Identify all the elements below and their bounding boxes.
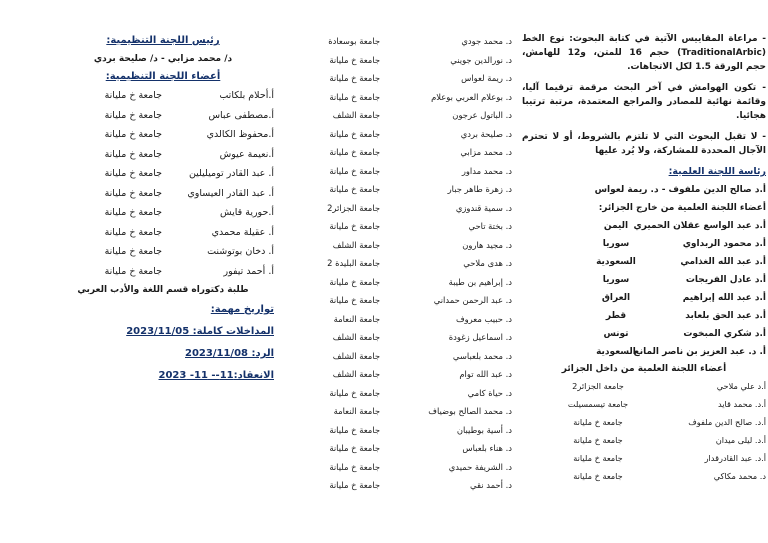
member-affiliation: جامعة بوسعادة — [328, 36, 380, 46]
member-name: د. الباتول عرجون — [452, 110, 512, 120]
member-affiliation: جامعة خ مليانة — [329, 221, 380, 231]
member-affiliation: جامعة تيسمسيلت — [567, 399, 629, 409]
member-row — [284, 199, 512, 218]
member-name: أ.حورية قايش — [220, 207, 274, 218]
member-affiliation: جامعة خ مليانة — [329, 276, 380, 287]
member-name: أ. عقيلة محمدي — [211, 226, 274, 238]
member-row — [284, 236, 512, 255]
member-row — [284, 365, 512, 384]
member-affiliation: جامعة الشلف — [332, 369, 380, 379]
organizing-chairs: د/ محمد مزابي - د/ صليحة بردي — [93, 54, 233, 64]
member-name: أ.أحلام بلكاتب — [219, 90, 274, 101]
organizing-members-list — [52, 86, 274, 281]
member-name: د. أحمد نقي — [469, 480, 512, 490]
member-country: سوريا — [602, 275, 630, 285]
date-conference: الانعقاد:11-- 11- 2023 — [158, 370, 274, 381]
member-affiliation: جامعة خ مليانة — [329, 184, 380, 194]
inside-member-row — [522, 431, 766, 449]
member-row — [284, 421, 512, 440]
member-row — [284, 162, 512, 181]
member-row — [284, 51, 512, 70]
member-name: أ.د. محمد قايد — [717, 399, 766, 409]
member-affiliation: جامعة خ مليانة — [104, 90, 162, 101]
member-affiliation: جامعة خ مليانة — [329, 147, 380, 157]
member-affiliation: جامعة خ مليانة — [329, 128, 380, 139]
member-affiliation: جامعة خ مليانة — [329, 295, 380, 305]
member-affiliation: جامعة الجزائر2 — [327, 202, 380, 213]
member-affiliation: جامعة خ مليانة — [329, 91, 380, 102]
member-affiliation: جامعة خ مليانة — [104, 265, 162, 277]
organizing-member-row — [52, 106, 274, 126]
outside-member-row — [522, 271, 766, 289]
member-name: د. أسية بوطيبان — [456, 424, 512, 435]
member-name: د. الشريفة حميدي — [448, 461, 512, 472]
inside-member-row — [522, 467, 766, 485]
conditions-column — [522, 32, 766, 485]
member-name: أ.د. ليلى ميدان — [715, 435, 766, 445]
member-name: د. اسماعيل زغودة — [448, 332, 512, 342]
member-country: اليمن — [603, 221, 629, 231]
organizing-member-row — [52, 145, 274, 165]
member-country: السعودية — [596, 257, 636, 267]
member-name: د. محمد مداور — [461, 165, 512, 176]
member-name: د. بوعلام العربي بوعلام — [431, 91, 512, 102]
member-name: أ.د شكري المبخوت — [683, 329, 766, 339]
member-row — [284, 439, 512, 458]
member-name: أ.د. صالح الدين ملفوف — [688, 417, 766, 427]
member-name: أ.نعيمة عيوش — [219, 148, 274, 160]
member-name: د. مجيد هارون — [462, 239, 512, 250]
member-name: د. زهرة طاهر جبار — [447, 184, 512, 194]
member-affiliation: جامعة خ مليانة — [104, 109, 162, 121]
member-affiliation: جامعة خ مليانة — [104, 207, 162, 218]
inside-member-row — [522, 449, 766, 467]
member-name: د. محمد جودي — [461, 36, 512, 46]
member-row — [284, 88, 512, 107]
member-name: أ.د عبد الواسع عقلان الحميري — [633, 221, 766, 231]
member-row — [284, 328, 512, 347]
member-row — [284, 254, 512, 273]
member-row — [284, 273, 512, 292]
member-name: أ.محفوظ الكالدي — [206, 129, 274, 140]
member-country: السعودية — [596, 347, 636, 357]
member-name: أ. أحمد تيفور — [223, 265, 274, 277]
member-country: قطر — [605, 311, 627, 321]
member-row — [284, 106, 512, 125]
member-name: د. حبيب معروف — [455, 313, 512, 324]
member-name: أ.د عبد الله إبراهيم — [682, 293, 766, 303]
inside-member-row — [522, 377, 766, 395]
member-row — [284, 347, 512, 366]
member-name: د. بختة تاحي — [468, 221, 512, 231]
member-affiliation: جامعة الشلف — [332, 110, 380, 120]
member-affiliation: جامعة خ مليانة — [329, 480, 380, 490]
member-affiliation: جامعة خ مليانة — [573, 417, 623, 427]
doctoral-students-note: طلبة دكتوراه قسم اللغة والأدب العربي — [77, 285, 249, 295]
member-row — [284, 310, 512, 329]
member-name: أ.د علي ملاحي — [716, 381, 766, 391]
member-name: د. نورالدين جويني — [450, 54, 512, 65]
scientific-members-list — [284, 32, 512, 495]
organizing-members-heading: أعضاء اللجنة التنظيمية: — [105, 71, 221, 82]
member-name: د. حياة كامي — [467, 387, 512, 398]
outside-member-row — [522, 235, 766, 253]
member-row — [284, 69, 512, 88]
member-name: أ.د. عبد القادرقدار — [704, 453, 766, 463]
scientific-committee-chairs: أ.د صالح الدين ملفوف - د. ريمة لعواس — [594, 185, 766, 195]
condition-fonts: - مراعاة المقاييس الآتية في كتابة البحوث: نوع الخط (TraditionalArbic) حجم 16 للمتن، و12 للهامش، حجم الورقة 1.5 لكل الاتجاهات. — [522, 34, 766, 72]
member-affiliation: جامعة خ مليانة — [573, 453, 623, 463]
member-name: د. ريمة لعواس — [461, 73, 512, 83]
member-name: أ. عبد القادر توميليلين — [188, 168, 274, 179]
outside-members-list — [522, 217, 766, 361]
member-row — [284, 217, 512, 236]
member-row — [284, 291, 512, 310]
member-name: أ. د. عبد العزيز بن ناصر المانع — [633, 347, 766, 357]
member-name: د. محمد بلعباسي — [452, 350, 512, 361]
member-name: أ.د محمود الربداوي — [682, 239, 766, 249]
member-affiliation: جامعة الجزائر2 — [572, 381, 624, 391]
member-name: أ.مصطفى عباس — [208, 109, 274, 121]
organizing-member-row — [52, 262, 274, 282]
date-response: الرد: 2023/11/08 — [185, 348, 274, 359]
member-row — [284, 180, 512, 199]
inside-members-list — [522, 377, 766, 485]
outside-members-heading: أعضاء اللجنة العلمية من خارج الجزائر: — [598, 203, 766, 213]
scientific-committee-heading: رئاسة اللجنة العلمية: — [668, 166, 766, 177]
member-country: العراق — [601, 293, 631, 303]
member-row — [284, 32, 512, 51]
member-row — [284, 458, 512, 477]
organizing-member-row — [52, 203, 274, 223]
condition-rejection: - لا تقبل البحوث التي لا تلتزم بالشروط، أو لا تحترم الآجال المحددة للمشاركة، ولا يُرد عليها — [522, 132, 766, 156]
organizing-chair-heading: رئيس اللجنة التنظيمية: — [106, 35, 220, 46]
organizing-member-row — [52, 164, 274, 184]
member-row — [284, 402, 512, 421]
member-affiliation: جامعة خ مليانة — [104, 129, 162, 140]
outside-member-row — [522, 325, 766, 343]
member-name: د. محمد مكاكي — [713, 471, 766, 481]
member-name: د. سمية قندوزي — [455, 202, 512, 213]
member-row — [284, 143, 512, 162]
inside-member-row — [522, 395, 766, 413]
member-name: د. إبراهيم بن طيبة — [448, 276, 512, 287]
member-row — [284, 125, 512, 144]
member-affiliation: جامعة خ مليانة — [573, 471, 623, 481]
inside-members-heading: أعضاء اللجنة العلمية من داخل الجزائر — [561, 364, 727, 374]
important-dates-heading: تواريخ مهمة: — [210, 304, 274, 315]
member-affiliation: جامعة خ مليانة — [573, 435, 623, 445]
member-affiliation: جامعة الشلف — [332, 239, 380, 250]
outside-member-row — [522, 307, 766, 325]
date-full-papers: المداخلات كاملة: 2023/11/05 — [126, 326, 274, 337]
member-affiliation: جامعة خ مليانة — [329, 54, 380, 65]
member-affiliation: جامعة خ مليانة — [104, 187, 162, 199]
member-affiliation: جامعة خ مليانة — [104, 148, 162, 160]
member-affiliation: جامعة خ مليانة — [104, 226, 162, 238]
member-country: سوريا — [602, 239, 630, 249]
member-affiliation: جامعة خ مليانة — [329, 443, 380, 453]
member-affiliation: جامعة خ مليانة — [329, 461, 380, 472]
member-row — [284, 476, 512, 495]
organizing-member-row — [52, 223, 274, 243]
member-affiliation: جامعة النعامة — [333, 313, 380, 324]
member-affiliation: جامعة خ مليانة — [104, 168, 162, 179]
member-affiliation: جامعة الشلف — [332, 350, 380, 361]
outside-member-row — [522, 343, 766, 361]
members-column — [284, 32, 512, 495]
member-row — [284, 384, 512, 403]
member-name: د. عبد الله توام — [459, 369, 512, 379]
condition-footnotes: - تكون الهوامش في آخر البحث مرقمة ترقيما آليا، وقائمة نهائية للمصادر والمراجع المعتمدة، مرتبة ترتيبا هجائيا. — [522, 83, 766, 121]
member-name: د. صليحة بردي — [460, 128, 512, 139]
member-name: أ.د عبد الله الغذامي — [680, 257, 766, 267]
organizing-column — [52, 32, 274, 387]
member-name: د. عبد الرحمن حمداني — [433, 295, 512, 305]
member-name: أ.د عبد الحق بلعابد — [685, 311, 766, 321]
member-name: د. محمد مزابي — [460, 147, 512, 157]
organizing-member-row — [52, 242, 274, 262]
member-name: د. محمد الصالح بوضياف — [428, 406, 512, 416]
organizing-member-row — [52, 125, 274, 145]
member-affiliation: جامعة الشلف — [332, 332, 380, 342]
outside-member-row — [522, 253, 766, 271]
member-affiliation: جامعة خ مليانة — [329, 73, 380, 83]
member-name: أ. دخان بوتوشنت — [207, 246, 274, 257]
organizing-member-row — [52, 86, 274, 106]
member-affiliation: جامعة خ مليانة — [329, 165, 380, 176]
outside-member-row — [522, 289, 766, 307]
member-name: أ.د عادل الفريجات — [685, 275, 766, 285]
member-name: أ. عبد القادر العيساوي — [187, 187, 274, 199]
member-country: تونس — [603, 329, 629, 339]
outside-member-row — [522, 217, 766, 235]
inside-member-row — [522, 413, 766, 431]
member-affiliation: جامعة خ مليانة — [329, 387, 380, 398]
organizing-member-row — [52, 184, 274, 204]
member-affiliation: جامعة النعامة — [333, 406, 380, 416]
member-affiliation: جامعة البليدة 2 — [327, 258, 380, 268]
member-affiliation: جامعة خ مليانة — [329, 424, 380, 435]
member-name: د. هدى ملاحي — [463, 258, 512, 268]
member-affiliation: جامعة خ مليانة — [104, 246, 162, 257]
member-name: د. هناء بلعباس — [462, 443, 512, 453]
